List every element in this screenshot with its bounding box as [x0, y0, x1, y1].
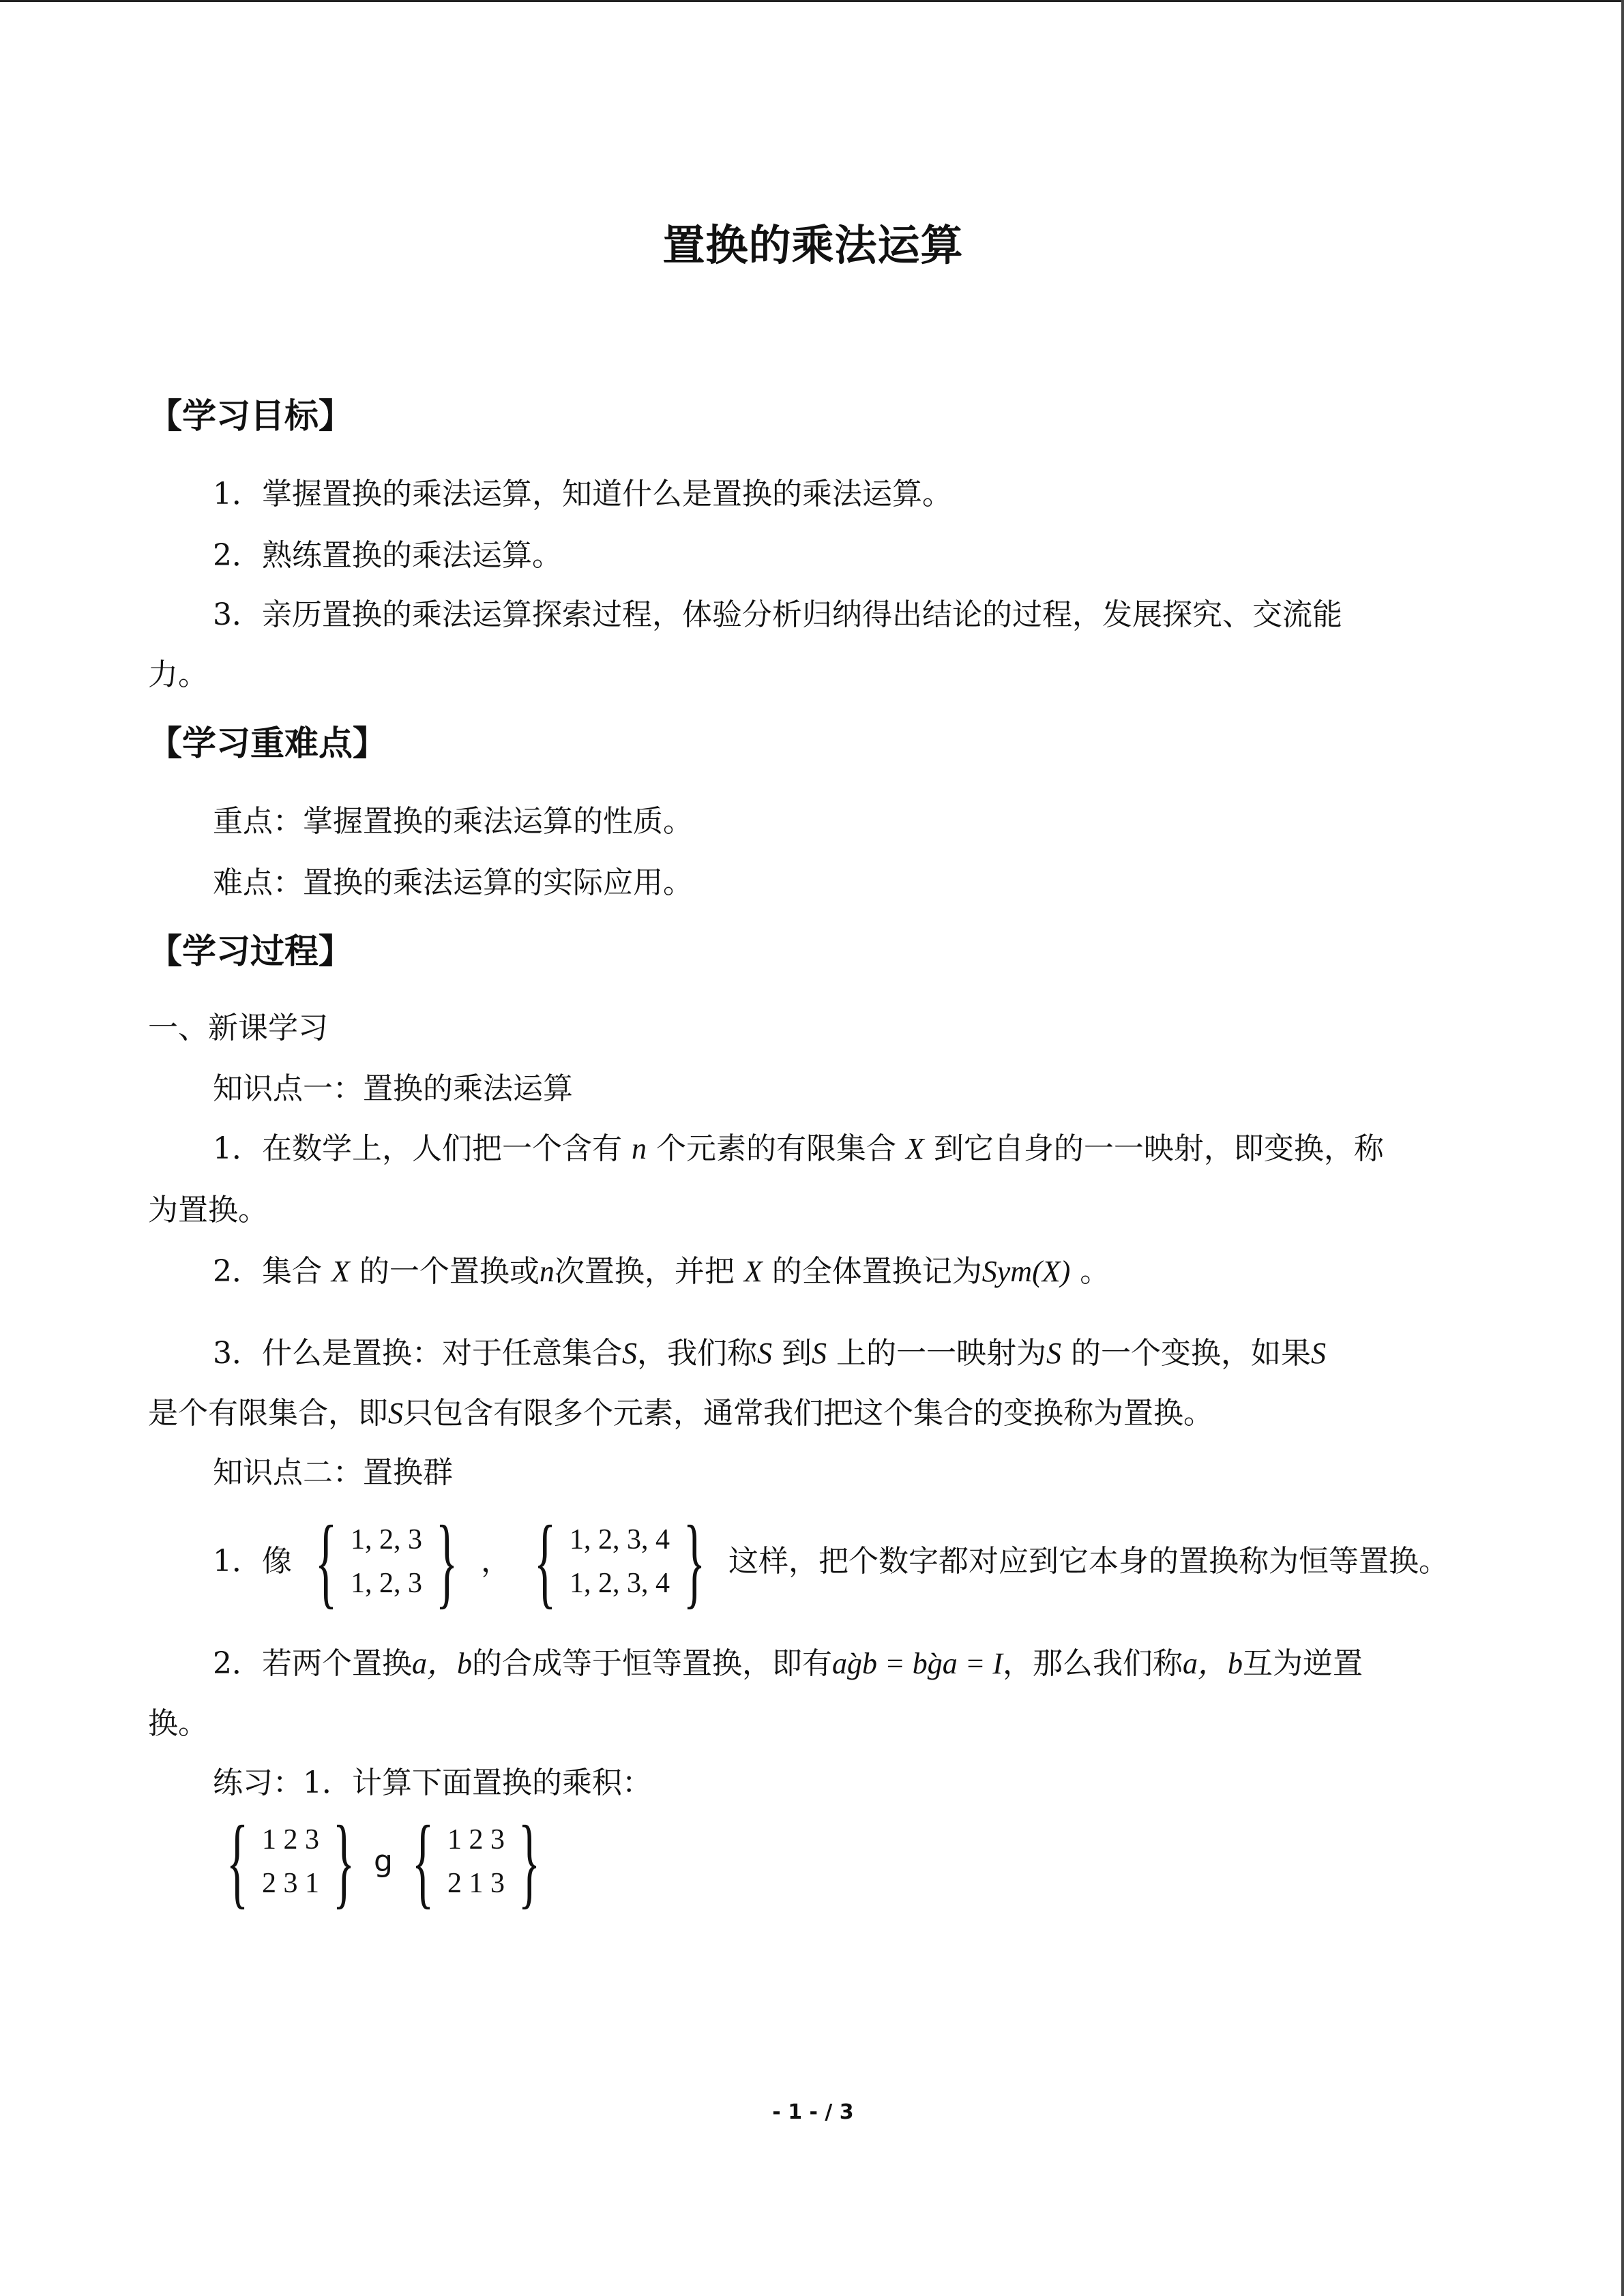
kp1-item-2: 2．集合 X 的一个置换或n次置换，并把 X 的全体置换记为Sym(X) 。 — [213, 1254, 1110, 1289]
kp1-item-3-cont: 是个有限集合，即S只包含有限多个元素，通常我们把这个集合的变换称为置换。 — [148, 1396, 1213, 1431]
identity-permutation-3: { 1, 2, 3 1, 2, 3 } — [314, 1505, 458, 1618]
goal-item-3: 3．亲历置换的乘法运算探索过程，体验分析归纳得出结论的过程，发展探究、交流能 — [213, 597, 1342, 632]
top-border — [0, 0, 1624, 2]
kp1-item-1: 1．在数学上，人们把一个含有 n 个元素的有限集合 X 到它自身的一一映射，即变换，称 — [213, 1131, 1384, 1166]
product-operator: g — [374, 1844, 393, 1879]
permutation-a: { 1 2 3 2 3 1 } — [226, 1805, 355, 1918]
goals-heading: 【学习目标】 — [148, 396, 353, 436]
kp2-item-2: 2．若两个置换a，b的合成等于恒等置换，即有ag̀b = bg̀a = I，那么我们称a，b互为逆置 — [213, 1646, 1363, 1681]
process-heading: 【学习过程】 — [148, 931, 353, 971]
knowledge-point-2: 知识点二：置换群 — [213, 1455, 453, 1490]
key-point: 重点：掌握置换的乘法运算的性质。 — [213, 804, 693, 839]
kp2-item-2-cont: 换。 — [148, 1706, 208, 1741]
exercise-product — [213, 1805, 554, 1918]
kp1-item-3: 3．什么是置换：对于任意集合S，我们称S 到S 上的一一映射为S 的一个变换，如果S — [213, 1336, 1326, 1371]
goal-item-3-cont: 力。 — [148, 657, 208, 692]
knowledge-point-1: 知识点一：置换的乘法运算 — [213, 1071, 573, 1106]
permutation-b: { 1 2 3 2 1 3 } — [411, 1805, 541, 1918]
identity-permutation-4: { 1, 2, 3, 4 1, 2, 3, 4 } — [533, 1505, 706, 1618]
page-number: - 1 - / 3 — [772, 2100, 854, 2124]
right-border — [1621, 0, 1624, 2296]
exercise-prompt: 练习：1．计算下面置换的乘积： — [213, 1765, 652, 1800]
goal-item-1: 1．掌握置换的乘法运算，知道什么是置换的乘法运算。 — [213, 477, 952, 511]
kp2-item-1: 1．像 { 1, 2, 3 1, 2, 3 } ， { 1, 2, 3, 4 1, 2, 3, 4 } 这样，把个数字都对应到它本身的置换称为恒等置换。 — [213, 1505, 1449, 1618]
hard-point: 难点：置换的乘法运算的实际应用。 — [213, 865, 693, 900]
part-one-label: 一、新课学习 — [148, 1011, 328, 1045]
kp1-item-1-cont: 为置换。 — [148, 1193, 268, 1227]
page-title: 置换的乘法运算 — [662, 220, 964, 270]
goal-item-2: 2．熟练置换的乘法运算。 — [213, 538, 562, 573]
difficulty-heading: 【学习重难点】 — [148, 724, 387, 763]
